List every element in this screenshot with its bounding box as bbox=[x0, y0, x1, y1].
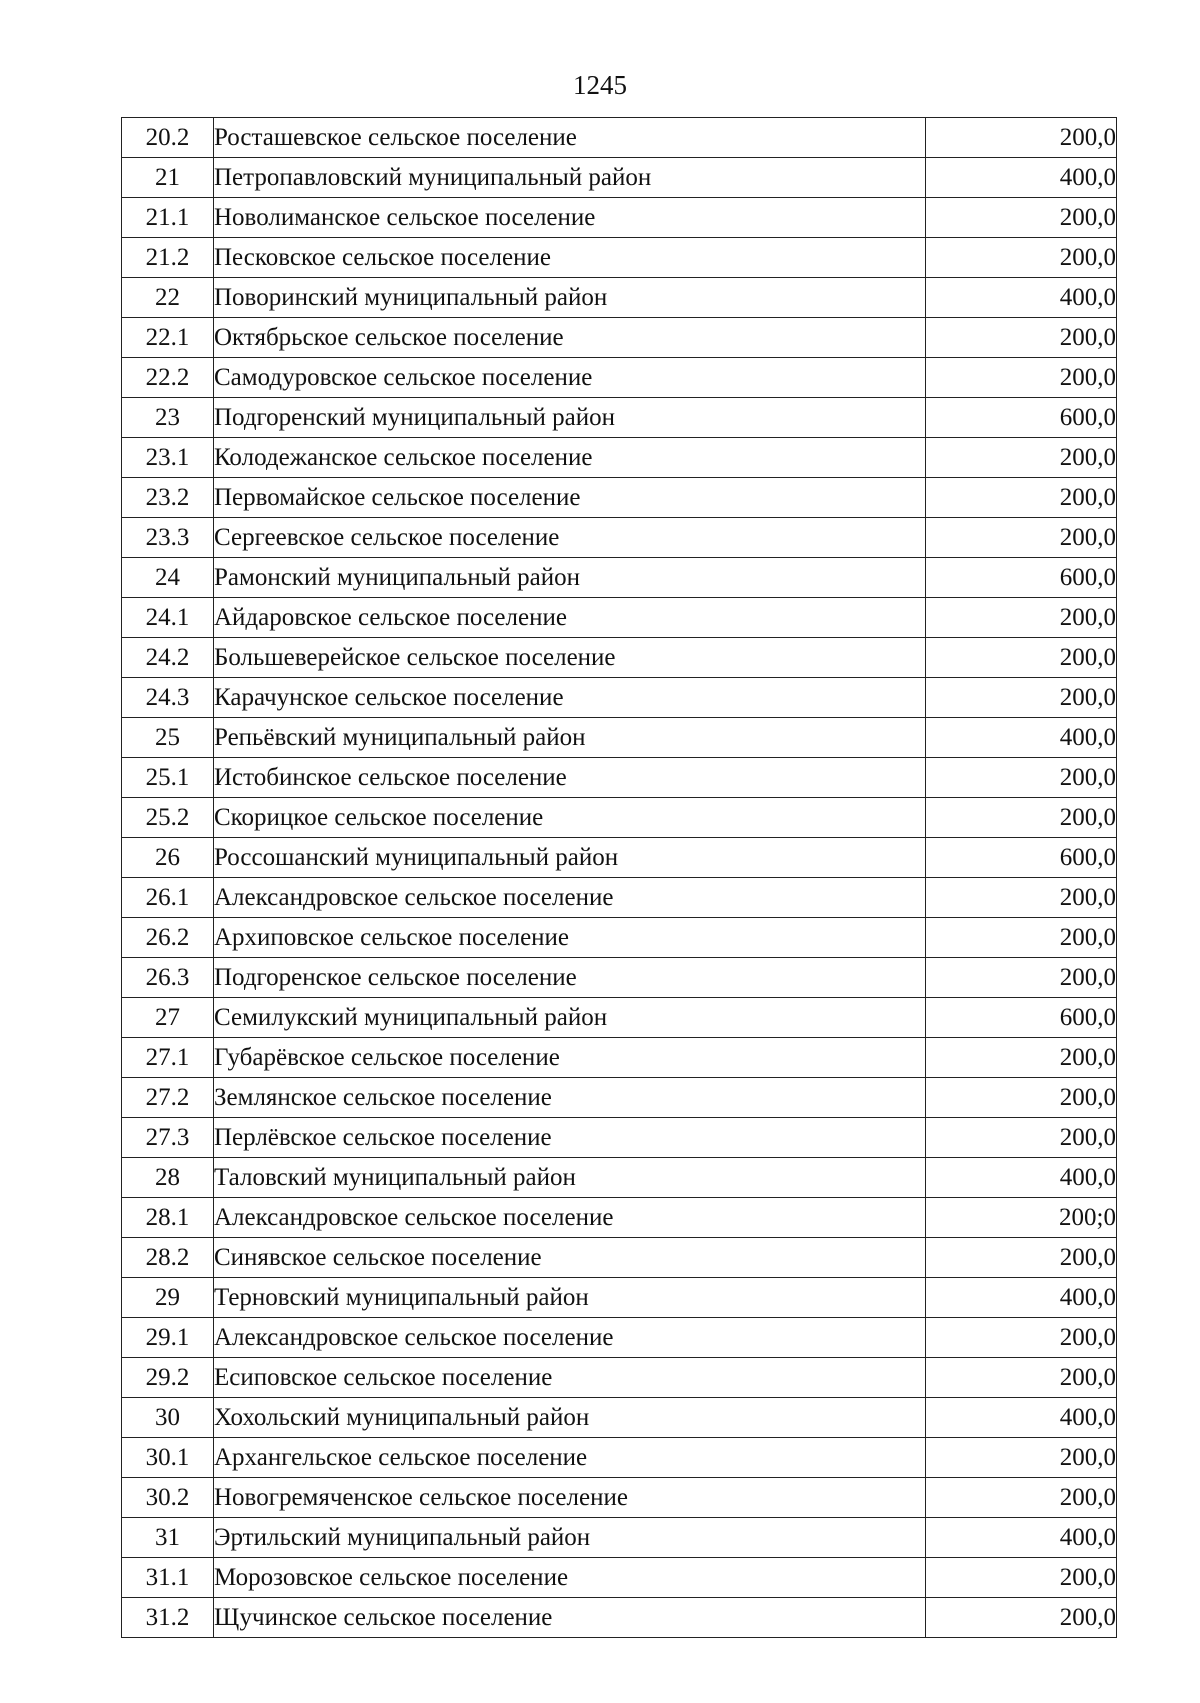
municipality-name-cell: Айдаровское сельское поселение bbox=[214, 598, 926, 638]
row-number-cell: 25 bbox=[122, 718, 214, 758]
row-number-cell: 30 bbox=[122, 1398, 214, 1438]
municipality-name-cell: Петропавловский муниципальный район bbox=[214, 158, 926, 198]
municipality-name-cell: Таловский муниципальный район bbox=[214, 1158, 926, 1198]
table-row bbox=[122, 1558, 1117, 1598]
amount-cell: 200,0 bbox=[926, 1118, 1117, 1158]
amount-cell: 600,0 bbox=[926, 398, 1117, 438]
row-number-cell: 26.2 bbox=[122, 918, 214, 958]
table-row bbox=[122, 198, 1117, 238]
table-row bbox=[122, 278, 1117, 318]
allocation-table bbox=[121, 117, 1117, 1638]
table-row bbox=[122, 1518, 1117, 1558]
municipality-name-cell: Подгоренский муниципальный район bbox=[214, 398, 926, 438]
municipality-name-cell: Песковское сельское поселение bbox=[214, 238, 926, 278]
municipality-name-cell: Александровское сельское поселение bbox=[214, 878, 926, 918]
municipality-name-cell: Россошанский муниципальный район bbox=[214, 838, 926, 878]
table-row bbox=[122, 758, 1117, 798]
amount-cell: 600,0 bbox=[926, 838, 1117, 878]
table-row bbox=[122, 518, 1117, 558]
table-row bbox=[122, 1478, 1117, 1518]
amount-cell: 200,0 bbox=[926, 1558, 1117, 1598]
amount-cell: 200,0 bbox=[926, 438, 1117, 478]
municipality-name-cell: Александровское сельское поселение bbox=[214, 1198, 926, 1238]
municipality-name-cell: Большеверейское сельское поселение bbox=[214, 638, 926, 678]
amount-cell: 200,0 bbox=[926, 1438, 1117, 1478]
amount-cell: 200,0 bbox=[926, 318, 1117, 358]
amount-cell: 200,0 bbox=[926, 1478, 1117, 1518]
row-number-cell: 21.2 bbox=[122, 238, 214, 278]
amount-cell: 400,0 bbox=[926, 718, 1117, 758]
row-number-cell: 24 bbox=[122, 558, 214, 598]
row-number-cell: 24.2 bbox=[122, 638, 214, 678]
row-number-cell: 21 bbox=[122, 158, 214, 198]
row-number-cell: 23.3 bbox=[122, 518, 214, 558]
table-row bbox=[122, 998, 1117, 1038]
row-number-cell: 27.2 bbox=[122, 1078, 214, 1118]
table-row bbox=[122, 318, 1117, 358]
table-row bbox=[122, 1158, 1117, 1198]
row-number-cell: 29 bbox=[122, 1278, 214, 1318]
table-row bbox=[122, 1598, 1117, 1638]
municipality-name-cell: Колодежанское сельское поселение bbox=[214, 438, 926, 478]
row-number-cell: 31.1 bbox=[122, 1558, 214, 1598]
amount-cell: 200,0 bbox=[926, 678, 1117, 718]
amount-cell: 600,0 bbox=[926, 998, 1117, 1038]
row-number-cell: 25.1 bbox=[122, 758, 214, 798]
municipality-name-cell: Октябрьское сельское поселение bbox=[214, 318, 926, 358]
amount-cell: 200,0 bbox=[926, 1598, 1117, 1638]
municipality-name-cell: Морозовское сельское поселение bbox=[214, 1558, 926, 1598]
row-number-cell: 26.3 bbox=[122, 958, 214, 998]
amount-cell: 600,0 bbox=[926, 558, 1117, 598]
table-row bbox=[122, 598, 1117, 638]
municipality-name-cell: Архиповское сельское поселение bbox=[214, 918, 926, 958]
municipality-name-cell: Щучинское сельское поселение bbox=[214, 1598, 926, 1638]
amount-cell: 200,0 bbox=[926, 1318, 1117, 1358]
amount-cell: 400,0 bbox=[926, 1158, 1117, 1198]
row-number-cell: 27.3 bbox=[122, 1118, 214, 1158]
table-row bbox=[122, 678, 1117, 718]
table-row bbox=[122, 158, 1117, 198]
amount-cell: 200,0 bbox=[926, 638, 1117, 678]
municipality-name-cell: Самодуровское сельское поселение bbox=[214, 358, 926, 398]
municipality-name-cell: Карачунское сельское поселение bbox=[214, 678, 926, 718]
table-row bbox=[122, 1198, 1117, 1238]
table-row bbox=[122, 718, 1117, 758]
amount-cell: 400,0 bbox=[926, 1518, 1117, 1558]
table-body bbox=[122, 118, 1117, 1638]
table-row bbox=[122, 558, 1117, 598]
municipality-name-cell: Александровское сельское поселение bbox=[214, 1318, 926, 1358]
amount-cell: 200,0 bbox=[926, 758, 1117, 798]
table-row bbox=[122, 358, 1117, 398]
municipality-name-cell: Сергеевское сельское поселение bbox=[214, 518, 926, 558]
page-number: 1245 bbox=[573, 70, 627, 100]
amount-cell: 200,0 bbox=[926, 918, 1117, 958]
table-row bbox=[122, 238, 1117, 278]
table-row bbox=[122, 118, 1117, 158]
table-row bbox=[122, 438, 1117, 478]
amount-cell: 200,0 bbox=[926, 958, 1117, 998]
amount-cell: 200,0 bbox=[926, 478, 1117, 518]
municipality-name-cell: Новогремяченское сельское поселение bbox=[214, 1478, 926, 1518]
row-number-cell: 31 bbox=[122, 1518, 214, 1558]
municipality-name-cell: Перлёвское сельское поселение bbox=[214, 1118, 926, 1158]
row-number-cell: 21.1 bbox=[122, 198, 214, 238]
amount-cell: 200,0 bbox=[926, 1358, 1117, 1398]
amount-cell: 200,0 bbox=[926, 798, 1117, 838]
row-number-cell: 26.1 bbox=[122, 878, 214, 918]
row-number-cell: 25.2 bbox=[122, 798, 214, 838]
municipality-name-cell: Губарёвское сельское поселение bbox=[214, 1038, 926, 1078]
table-row bbox=[122, 1038, 1117, 1078]
row-number-cell: 28.2 bbox=[122, 1238, 214, 1278]
table-row bbox=[122, 478, 1117, 518]
table-row bbox=[122, 638, 1117, 678]
municipality-name-cell: Первомайское сельское поселение bbox=[214, 478, 926, 518]
amount-cell: 200,0 bbox=[926, 598, 1117, 638]
amount-cell: 200,0 bbox=[926, 238, 1117, 278]
row-number-cell: 24.3 bbox=[122, 678, 214, 718]
municipality-name-cell: Архангельское сельское поселение bbox=[214, 1438, 926, 1478]
amount-cell: 400,0 bbox=[926, 1398, 1117, 1438]
row-number-cell: 28.1 bbox=[122, 1198, 214, 1238]
table-row bbox=[122, 1238, 1117, 1278]
row-number-cell: 23.2 bbox=[122, 478, 214, 518]
municipality-name-cell: Подгоренское сельское поселение bbox=[214, 958, 926, 998]
table-row bbox=[122, 1078, 1117, 1118]
amount-cell: 200,0 bbox=[926, 1078, 1117, 1118]
table-row bbox=[122, 958, 1117, 998]
municipality-name-cell: Поворинский муниципальный район bbox=[214, 278, 926, 318]
table-row bbox=[122, 1118, 1117, 1158]
amount-cell: 200,0 bbox=[926, 878, 1117, 918]
municipality-name-cell: Истобинское сельское поселение bbox=[214, 758, 926, 798]
table-row bbox=[122, 1358, 1117, 1398]
municipality-name-cell: Рамонский муниципальный район bbox=[214, 558, 926, 598]
row-number-cell: 30.1 bbox=[122, 1438, 214, 1478]
municipality-name-cell: Хохольский муниципальный район bbox=[214, 1398, 926, 1438]
row-number-cell: 22 bbox=[122, 278, 214, 318]
municipality-name-cell: Землянское сельское поселение bbox=[214, 1078, 926, 1118]
row-number-cell: 23 bbox=[122, 398, 214, 438]
row-number-cell: 22.1 bbox=[122, 318, 214, 358]
table-row bbox=[122, 398, 1117, 438]
row-number-cell: 24.1 bbox=[122, 598, 214, 638]
municipality-name-cell: Новолиманское сельское поселение bbox=[214, 198, 926, 238]
table-row bbox=[122, 1278, 1117, 1318]
row-number-cell: 23.1 bbox=[122, 438, 214, 478]
row-number-cell: 30.2 bbox=[122, 1478, 214, 1518]
municipality-name-cell: Синявское сельское поселение bbox=[214, 1238, 926, 1278]
row-number-cell: 27.1 bbox=[122, 1038, 214, 1078]
municipality-name-cell: Семилукский муниципальный район bbox=[214, 998, 926, 1038]
table-row bbox=[122, 1438, 1117, 1478]
row-number-cell: 29.2 bbox=[122, 1358, 214, 1398]
amount-cell: 200,0 bbox=[926, 118, 1117, 158]
municipality-name-cell: Есиповское сельское поселение bbox=[214, 1358, 926, 1398]
row-number-cell: 28 bbox=[122, 1158, 214, 1198]
row-number-cell: 22.2 bbox=[122, 358, 214, 398]
municipality-name-cell: Терновский муниципальный район bbox=[214, 1278, 926, 1318]
table-row bbox=[122, 798, 1117, 838]
amount-cell: 400,0 bbox=[926, 1278, 1117, 1318]
municipality-name-cell: Репьёвский муниципальный район bbox=[214, 718, 926, 758]
row-number-cell: 27 bbox=[122, 998, 214, 1038]
row-number-cell: 31.2 bbox=[122, 1598, 214, 1638]
amount-cell: 200,0 bbox=[926, 1238, 1117, 1278]
amount-cell: 400,0 bbox=[926, 158, 1117, 198]
row-number-cell: 26 bbox=[122, 838, 214, 878]
amount-cell: 200;0 bbox=[926, 1198, 1117, 1238]
table-row bbox=[122, 1318, 1117, 1358]
row-number-cell: 20.2 bbox=[122, 118, 214, 158]
table-row bbox=[122, 918, 1117, 958]
amount-cell: 400,0 bbox=[926, 278, 1117, 318]
amount-cell: 200,0 bbox=[926, 518, 1117, 558]
municipality-name-cell: Эртильский муниципальный район bbox=[214, 1518, 926, 1558]
amount-cell: 200,0 bbox=[926, 1038, 1117, 1078]
table-row bbox=[122, 838, 1117, 878]
row-number-cell: 29.1 bbox=[122, 1318, 214, 1358]
amount-cell: 200,0 bbox=[926, 358, 1117, 398]
municipality-name-cell: Росташевское сельское поселение bbox=[214, 118, 926, 158]
table-row bbox=[122, 878, 1117, 918]
table-row bbox=[122, 1398, 1117, 1438]
amount-cell: 200,0 bbox=[926, 198, 1117, 238]
municipality-name-cell: Скорицкое сельское поселение bbox=[214, 798, 926, 838]
